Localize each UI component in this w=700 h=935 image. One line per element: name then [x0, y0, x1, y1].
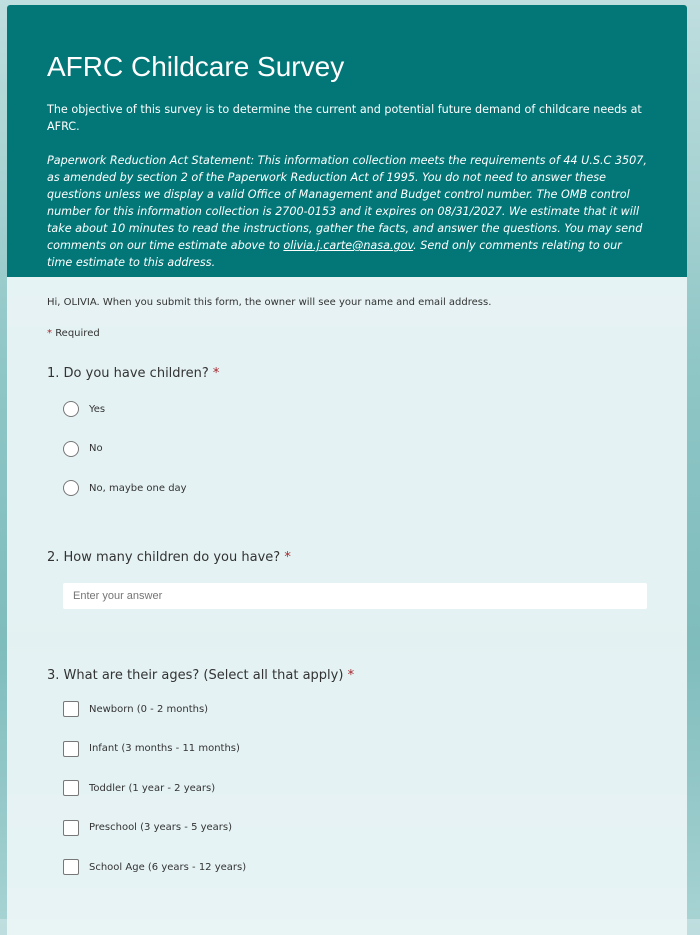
option-label: No, maybe one day [89, 482, 187, 494]
greeting-text: Hi, OLIVIA. When you submit this form, the owner will see your name and email address. [47, 297, 492, 308]
radio-button[interactable] [63, 401, 79, 417]
question-1 [47, 366, 647, 498]
option-label: Newborn (0 - 2 months) [89, 703, 209, 715]
paperwork-text-end: . Send only comments relating to our time estimate to this address. [47, 239, 622, 269]
option-label: Toddler (1 year - 2 years) [89, 782, 216, 794]
required-note [47, 328, 647, 339]
required-star: * [347, 668, 355, 683]
checkbox[interactable] [63, 741, 79, 757]
email-link[interactable]: olivia.j.carte@nasa.gov [283, 239, 414, 252]
required-star: * [212, 366, 220, 381]
question-label: 1. Do you have children? [47, 366, 209, 381]
checkbox-option-toddler[interactable] [63, 778, 647, 798]
question-3 [47, 668, 647, 877]
radio-option-yes[interactable] [63, 399, 647, 419]
radio-button[interactable] [63, 441, 79, 457]
option-label: School Age (6 years - 12 years) [89, 861, 247, 873]
checkbox-option-school-age[interactable] [63, 857, 647, 877]
checkbox[interactable] [63, 701, 79, 717]
question-label: 3. What are their ages? (Select all that apply) [47, 668, 344, 683]
form-card [7, 5, 687, 935]
option-label: No [89, 443, 103, 454]
paperwork-text: Paperwork Reduction Act Statement: This information collection meets the requirements of 44 U.S.C 3507, as amended by section 2 of the Paperwork Reduction Act of 1995. You do not need to answer these questions unless we display a valid Office of Management and Budget control number. The OMB control number for this information collection is 2700-0153 and it expires on 08/31/2027. We estimate that it will take about 10 minutes to read the instructions, gather the facts, and answer the questions. You may send comments on our time estimate above to [47, 154, 647, 252]
checkbox-option-infant[interactable] [63, 739, 647, 759]
form-description [47, 101, 647, 271]
checkbox-option-newborn[interactable] [63, 699, 647, 719]
required-label: Required [55, 328, 100, 339]
form-title: AFRC Childcare Survey [47, 51, 345, 82]
required-star: * [284, 550, 291, 565]
form-header [7, 5, 687, 277]
required-star: * [47, 328, 52, 339]
option-label: Preschool (3 years - 5 years) [89, 822, 233, 833]
checkbox[interactable] [63, 820, 79, 836]
question-label: 2. How many children do you have? [47, 550, 281, 565]
question-2 [47, 550, 647, 609]
answer-input[interactable] [63, 583, 647, 609]
objective-text: The objective of this survey is to determine the current and potential future demand of childcare needs at AFRC. [47, 103, 642, 133]
checkbox-option-preschool[interactable] [63, 818, 647, 838]
radio-option-maybe[interactable] [63, 478, 647, 498]
radio-button[interactable] [63, 480, 79, 496]
checkbox[interactable] [63, 859, 79, 875]
checkbox[interactable] [63, 780, 79, 796]
option-label: Yes [89, 403, 106, 415]
option-label: Infant (3 months - 11 months) [89, 743, 240, 754]
radio-option-no[interactable] [63, 439, 647, 459]
